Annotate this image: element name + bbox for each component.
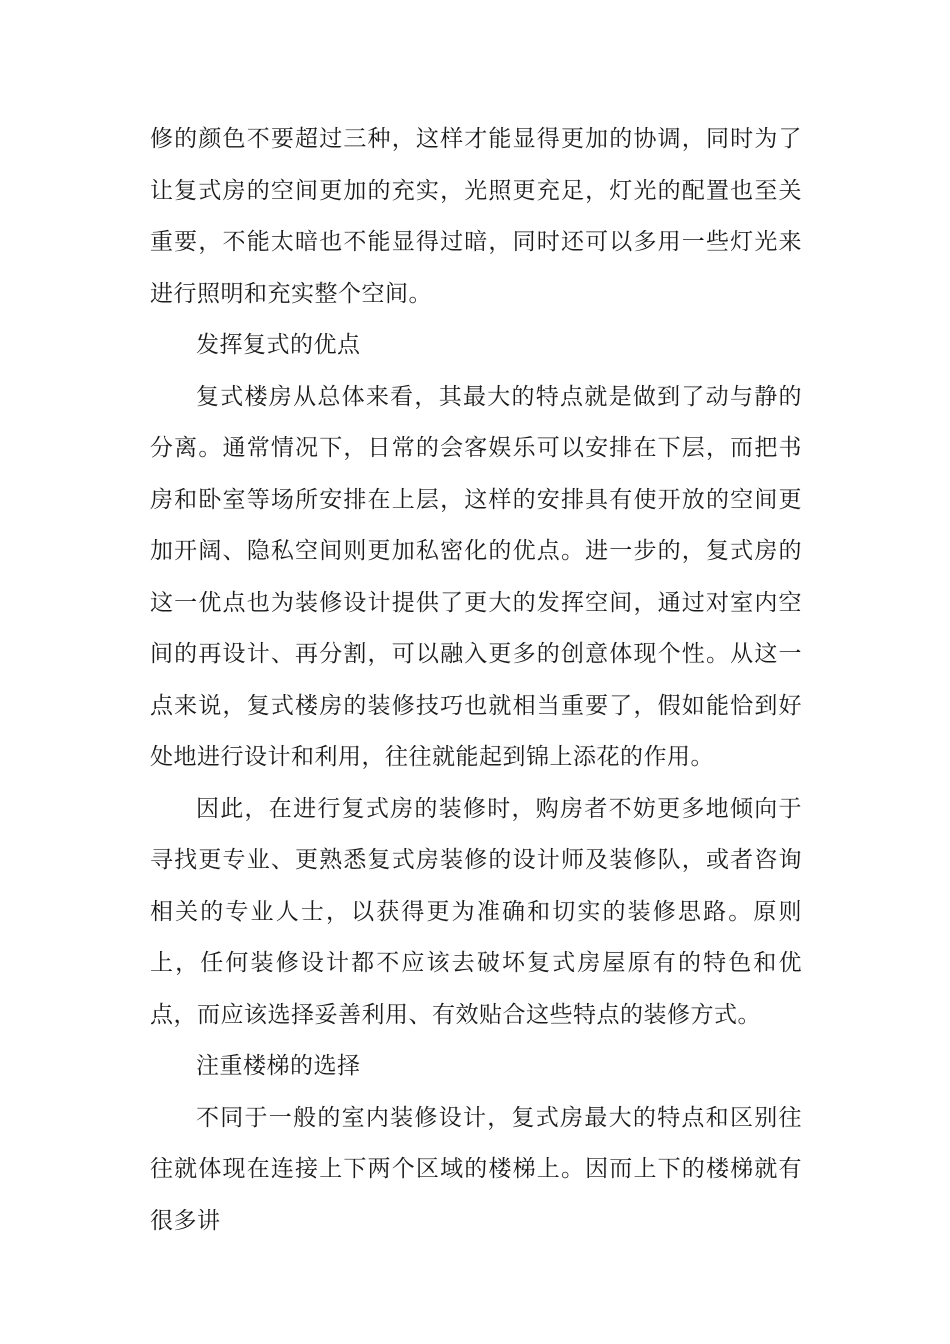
paragraph-lighting: 修的颜色不要超过三种，这样才能显得更加的协调，同时为了让复式房的空间更加的充实，光照更充足，灯光的配置也至关重要，不能太暗也不能显得过暗，同时还可以多用一些灯光来进行照明和充实整个空间。 [150,126,802,307]
paragraph-dynamic-static: 复式楼房从总体来看，其最大的特点就是做到了动与静的分离。通常情况下，日常的会客娱乐可以安排在下层，而把书房和卧室等场所安排在上层，这样的安排具有使开放的空间更加开阔、隐私空间则更加私密化的优点。进一步的，复式房的这一优点也为装修设计提供了更大的发挥空间，通过对室内空间的再设计、再分割，可以融入更多的创意体现个性。从这一点来说，复式楼房的装修技巧也就相当重要了，假如能恰到好处地进行设计和利用，往往就能起到锦上添花的作用。 [150,383,802,770]
paragraph-designer-choice: 因此，在进行复式房的装修时，购房者不妨更多地倾向于寻找更专业、更熟悉复式房装修的设计师及装修队，或者咨询相关的专业人士，以获得更为准确和切实的装修思路。原则上，任何装修设计都不应该去破坏复式房屋原有的特色和优点，而应该选择妥善利用、有效贴合这些特点的装修方式。 [150,795,802,1028]
heading-stair-selection: 注重楼梯的选择 [196,1053,361,1079]
paragraph-stairs: 不同于一般的室内装修设计，复式房最大的特点和区别往往就体现在连接上下两个区域的楼梯上。因而上下的楼梯就有很多讲 [150,1104,802,1234]
heading-duplex-advantages: 发挥复式的优点 [196,332,361,358]
document-body [150,114,802,1247]
